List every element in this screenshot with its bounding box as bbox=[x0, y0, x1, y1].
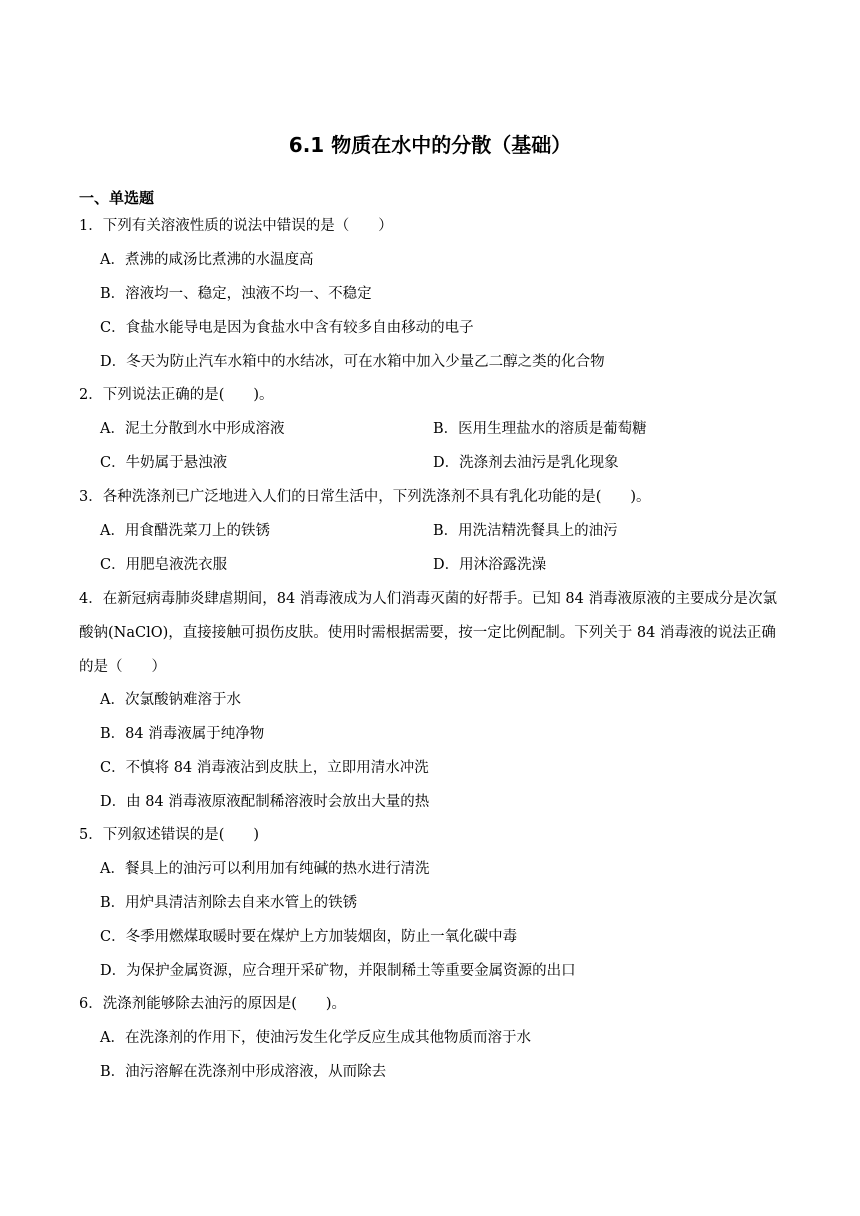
question-3-option-a: A．用食醋洗菜刀上的铁锈 bbox=[100, 523, 270, 539]
question-2-option-c: C．牛奶属于悬浊液 bbox=[100, 455, 228, 471]
question-3-option-c: C．用肥皂液洗衣服 bbox=[100, 557, 228, 573]
question-2-stem: 2．下列说法正确的是( )。 bbox=[79, 387, 274, 403]
question-2-option-a: A．泥土分散到水中形成溶液 bbox=[100, 421, 285, 437]
question-5-option-b: B．用炉具清洁剂除去自来水管上的铁锈 bbox=[100, 895, 358, 911]
question-3-option-d: D．用沐浴露洗澡 bbox=[433, 557, 547, 573]
question-6-stem: 6．洗涤剂能够除去油污的原因是( )。 bbox=[79, 996, 347, 1012]
question-4-option-d: D．由 84 消毒液原液配制稀溶液时会放出大量的热 bbox=[100, 794, 430, 810]
question-6-option-a: A．在洗涤剂的作用下，使油污发生化学反应生成其他物质而溶于水 bbox=[100, 1030, 531, 1046]
question-3-stem: 3．各种洗涤剂已广泛地进入人们的日常生活中，下列洗涤剂不具有乳化功能的是( )。 bbox=[79, 489, 651, 505]
section-heading: 一、单选题 bbox=[79, 189, 155, 207]
question-5-option-c: C．冬季用燃煤取暖时要在煤炉上方加装烟囱，防止一氧化碳中毒 bbox=[100, 929, 518, 945]
question-3-option-b: B．用洗洁精洗餐具上的油污 bbox=[433, 523, 618, 539]
page-title: 6.1 物质在水中的分散（基础） bbox=[288, 133, 572, 157]
question-1-stem: 1．下列有关溶液性质的说法中错误的是（ ） bbox=[79, 218, 393, 234]
question-2-option-b: B．医用生理盐水的溶质是葡萄糖 bbox=[433, 421, 647, 437]
question-1-option-b: B．溶液均一、稳定，浊液不均一、不稳定 bbox=[100, 286, 372, 302]
question-2-option-d: D．洗涤剂去油污是乳化现象 bbox=[433, 455, 619, 471]
question-4-stem: 4．在新冠病毒肺炎肆虐期间，84 消毒液成为人们消毒灭菌的好帮手。已知 84 消毒液原液的主要成分是次氯酸钠(NaClO)，直接接触可损伤皮肤。使用时需根据需要，按一定比例配制。下列关于 84 消毒液的说法正确的是（ ） bbox=[79, 591, 777, 675]
question-5-option-d: D．为保护金属资源，应合理开采矿物，并限制稀土等重要金属资源的出口 bbox=[100, 963, 576, 979]
question-4-option-a: A．次氯酸钠难溶于水 bbox=[100, 692, 241, 708]
question-1-option-c: C．食盐水能导电是因为食盐水中含有较多自由移动的电子 bbox=[100, 320, 474, 336]
question-1-option-a: A．煮沸的咸汤比煮沸的水温度高 bbox=[100, 252, 314, 268]
question-6-option-b: B．油污溶解在洗涤剂中形成溶液，从而除去 bbox=[100, 1064, 387, 1080]
question-1-option-d: D．冬天为防止汽车水箱中的水结冰，可在水箱中加入少量乙二醇之类的化合物 bbox=[100, 354, 605, 370]
question-4-option-c: C．不慎将 84 消毒液沾到皮肤上，立即用清水冲洗 bbox=[100, 760, 429, 776]
question-4-option-b: B．84 消毒液属于纯净物 bbox=[100, 726, 265, 742]
question-5-option-a: A．餐具上的油污可以利用加有纯碱的热水进行清洗 bbox=[100, 861, 430, 877]
question-5-stem: 5．下列叙述错误的是( ) bbox=[79, 827, 260, 843]
